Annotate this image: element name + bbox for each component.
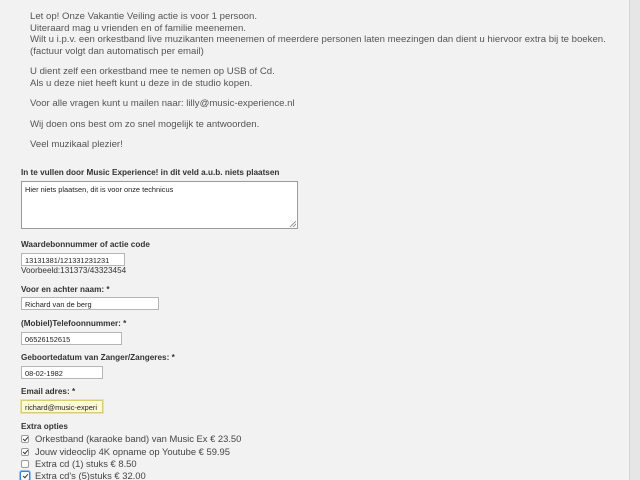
voucher-label: Waardebonnummer of actie code (21, 240, 150, 249)
intro-line: Als u deze niet heeft kunt u deze in de studio kopen. (30, 77, 253, 89)
extra-option-label: Orkestband (karaoke band) van Music Ex € 23.50 (35, 433, 242, 444)
intro-line: Wij doen ons best om zo snel mogelijk te antwoorden. (30, 118, 260, 130)
intro-paragraph-notice (30, 11, 625, 57)
birthdate-input[interactable]: 08-02-1982 (21, 366, 103, 379)
phone-label: (Mobiel)Telefoonnummer: * (21, 319, 127, 328)
checkbox-checked-icon[interactable] (21, 448, 29, 456)
intro-paragraph-contact (30, 98, 625, 110)
technician-note-value: Hier niets plaatsen, dit is voor onze technicus (25, 185, 174, 194)
extra-option-label: Extra cd (1) stuks € 8.50 (35, 458, 137, 469)
extra-option-orchestra-band[interactable] (21, 433, 241, 444)
intro-line: Voor alle vragen kunt u mailen naar: lilly@music-experience.nl (30, 98, 295, 109)
extra-option-label: Jouw videoclip 4K opname op Youtube € 59.95 (35, 446, 230, 457)
resize-grip-icon[interactable] (290, 221, 296, 227)
intro-line: Veel muzikaal plezier! (30, 139, 123, 150)
intro-line: U dient zelf een orkestband mee te nemen op USB of Cd. (30, 66, 275, 77)
intro-line: (factuur volgt dan automatisch per email) (30, 45, 204, 57)
intro-line: Let op! Onze Vakantie Veiling actie is voor 1 persoon. (30, 11, 258, 22)
checkbox-checked-icon[interactable] (20, 471, 30, 480)
extra-option-label: Extra cd's (5)stuks € 32.00 (35, 470, 146, 480)
extra-option-extra-cds-five[interactable] (21, 470, 146, 480)
extra-option-extra-cd[interactable] (21, 458, 137, 469)
checkbox-unchecked-icon[interactable] (21, 460, 29, 468)
phone-input[interactable]: 06526152615 (21, 332, 122, 345)
intro-line: Uiteraard mag u vrienden en of familie meenemen. (30, 22, 246, 34)
intro-paragraph-response (30, 119, 625, 131)
name-input[interactable]: Richard van de berg (21, 297, 159, 310)
checkbox-checked-icon[interactable] (21, 435, 29, 443)
intro-paragraph-orchestra (30, 66, 625, 89)
extra-options-label: Extra opties (21, 422, 68, 431)
intro-text (30, 11, 625, 160)
voucher-input[interactable]: 13131381/121331231231 (21, 253, 125, 266)
technician-note-label: In te vullen door Music Experience! in dit veld a.u.b. niets plaatsen (21, 168, 280, 177)
technician-note-textarea[interactable] (21, 181, 298, 229)
email-label: Email adres: * (21, 387, 76, 396)
intro-paragraph-closing (30, 139, 625, 151)
voucher-example: Voorbeeld:131373/43323454 (21, 266, 127, 275)
birthdate-label: Geboortedatum van Zanger/Zangeres: * (21, 353, 175, 362)
intro-line: Wilt u i.p.v. een orkestband live muzikanten meenemen of meerdere personen laten meezingen dan dient u hiervoor extra bij te boeken. (30, 34, 606, 45)
scrollbar-track[interactable] (629, 0, 640, 480)
email-input[interactable]: richard@music-experi (21, 400, 103, 413)
name-label: Voor en achter naam: * (21, 285, 110, 294)
extra-option-videoclip[interactable] (21, 446, 230, 457)
